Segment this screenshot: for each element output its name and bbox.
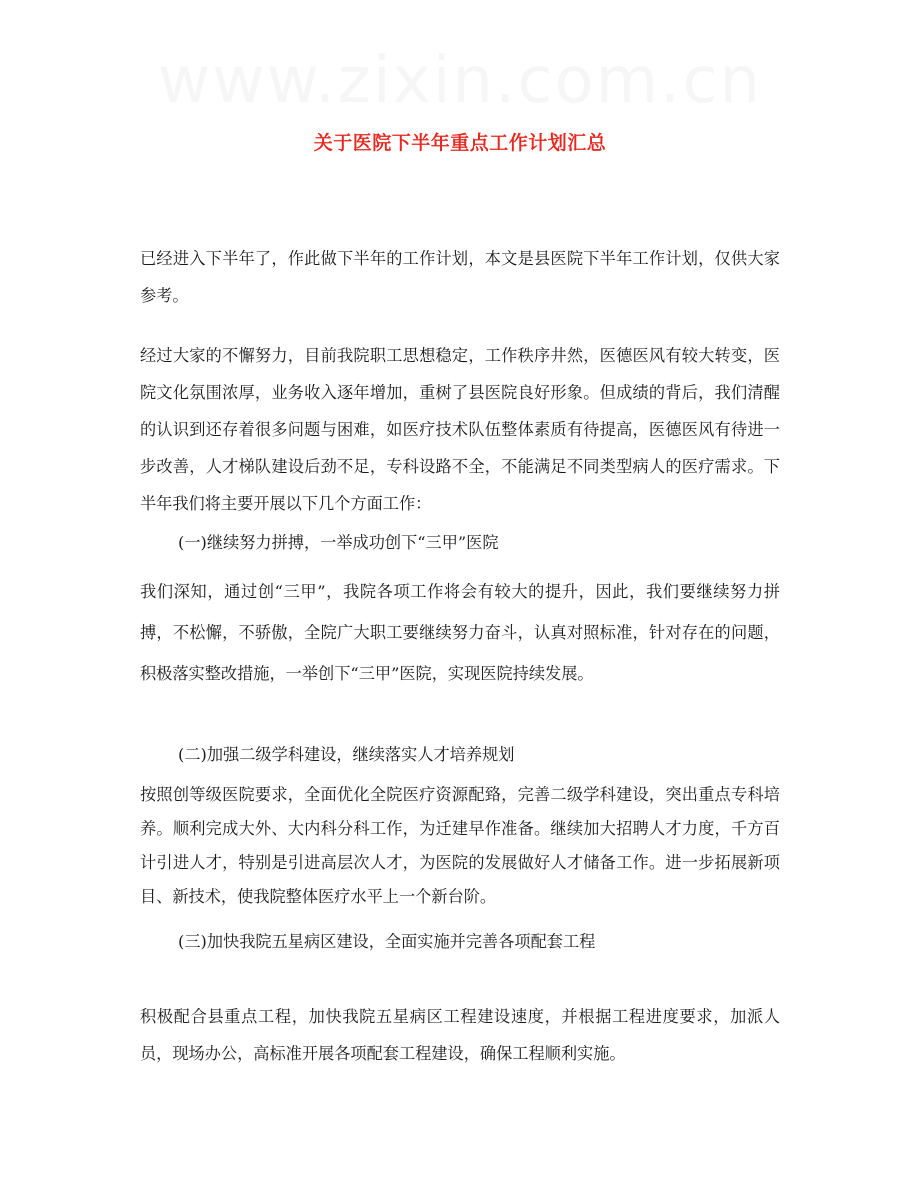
section-2-body: 按照创等级医院要求，全面优化全院医疗资源配臵，完善二级学科建设，突出重点专科培养。顺利完成大外、大内科分科工作，为迁建早作准备。继续加大招聘人才力度，千方百计引进人才，特别是引进高层次人才，为医院的发展做好人才储备工作。进一步拓展新项目、新技术，使我院整体医疗水平上一个新台阶。: [140, 785, 780, 906]
section-1-body: 我们深知，通过创“三甲”，我院各项工作将会有较大的提升，因此，我们要继续努力拼搏，不松懈，不骄傲，全院广大职工要继续努力奋斗，认真对照标准，针对存在的问题，积极落实整改措施，一举创下“三甲”医院，实现医院持续发展。: [140, 582, 780, 683]
intro-paragraph: 已经进入下半年了，作此做下半年的工作计划，本文是县医院下半年工作计划，仅供大家参考。: [140, 249, 780, 305]
section-3-heading: (三)加快我院五星病区建设，全面实施并完善各项配套工程: [178, 932, 596, 951]
section-1-heading: (一)继续努力拼搏，一举成功创下“三甲”医院: [178, 533, 499, 552]
overview-paragraph: 经过大家的不懈努力，目前我院职工思想稳定，工作秩序井然，医德医风有较大转变，医院文化氛围浓厚，业务收入逐年增加，重树了县医院良好形象。但成绩的背后，我们清醒的认识到还存着很多问题与困难，如医疗技术队伍整体素质有待提高，医德医风有待进一步改善，人才梯队建设后劲不足，专科设路不全，不能满足不同类型病人的医疗需求。下半年我们将主要开展以下几个方面工作：: [140, 346, 780, 513]
section-2-heading: (二)加强二级学科建设，继续落实人才培养规划: [178, 745, 515, 764]
document-title: 关于医院下半年重点工作计划汇总: [313, 132, 607, 154]
section-3-body: 积极配合县重点工程，加快我院五星病区工程建设速度，并根据工程进度要求，加派人员，现场办公，高标准开展各项配套工程建设，确保工程顺利实施。: [140, 1007, 780, 1063]
watermark: [0, 44, 920, 118]
